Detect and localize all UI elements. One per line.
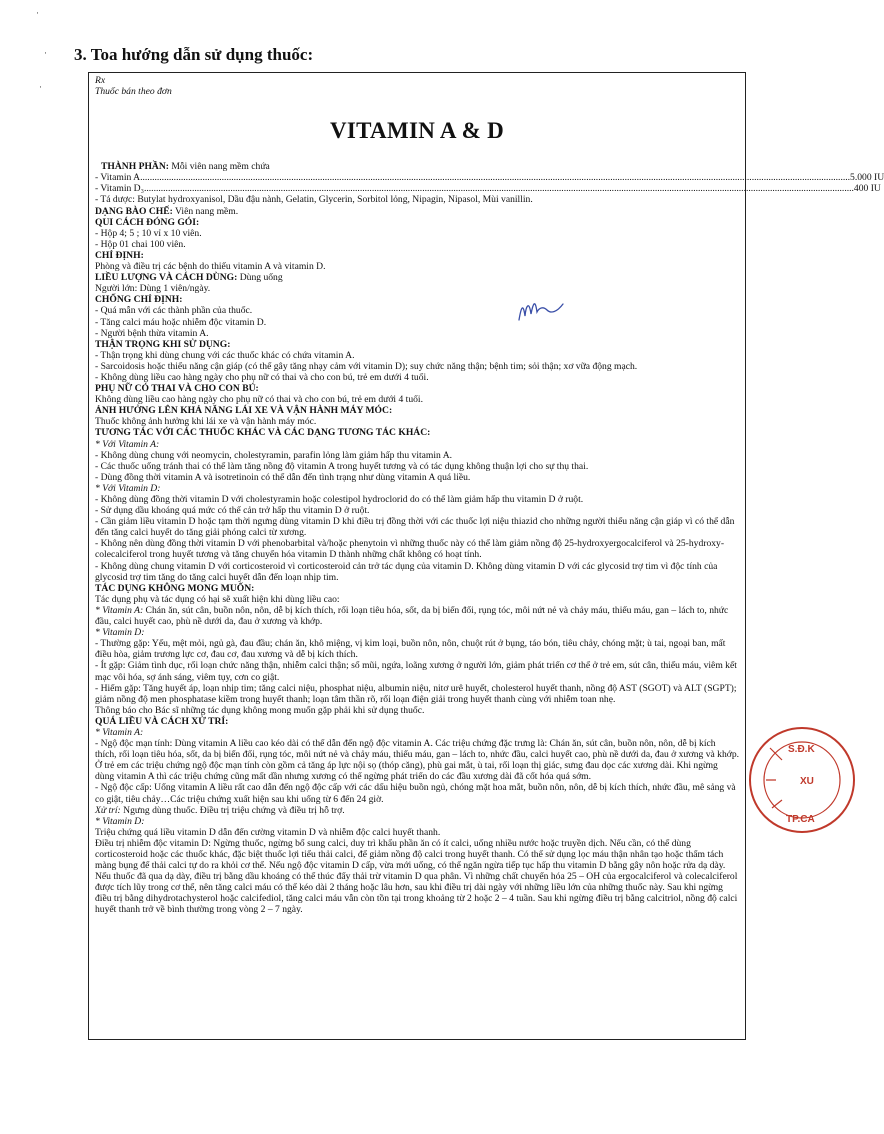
vitamin-a-row: [95, 172, 884, 184]
dosage-line: [95, 272, 739, 283]
adverse-vit-a: [95, 605, 739, 627]
precaution-item: - Thận trọng khi dùng chung với các thuốc khác có chứa vitamin A.: [95, 349, 355, 361]
scan-mark: ·: [36, 8, 39, 18]
contraindications-heading: CHỐNG CHỈ ĐỊNH:: [95, 294, 183, 306]
leader-dots: [140, 172, 850, 183]
interaction-item: - Không dùng chung với neomycin, cholestyramin, parafin lỏng làm giảm hấp thu vitamin A.: [95, 449, 453, 461]
dosage-heading-text: Dùng uống: [237, 272, 283, 284]
adverse-intro: Tác dụng phụ và tác dụng có hại sẽ xuất hiện khi dùng liều cao:: [95, 593, 340, 605]
interaction-item: - Không dùng đồng thời vitamin D với cholestyramin hoặc colestipol hydroclorid do có thể làm giảm hấp thu vitamin D ở ruột.: [95, 494, 584, 505]
driving-heading: ẢNH HƯỞNG LÊN KHẢ NĂNG LÁI XE VÀ VẬN HÀNH MÁY MÓC:: [95, 405, 393, 417]
contraindication-item: - Tăng calci máu hoặc nhiễm độc vitamin D.: [95, 316, 267, 328]
adverse-item: - Thường gặp: Yếu, mệt mỏi, ngủ gà, đau đầu; chán ăn, khô miệng, vị kim loại, buồn nôn, nôn, chuột rút ở bụng, táo bón, tiêu chảy, chóng mặt; ù tai, ngoại ban, mất điều hòa, giảm trương lực cơ, đau cơ, đau xương và dễ bị kích thích.: [95, 638, 726, 661]
adverse-item: - Ít gặp: Giảm tình dục, rối loạn chức năng thận, nhiễm calci thận; sổ mũi, ngứa, loãng xương ở người lớn, giảm phát triển cơ thể ở trẻ em, sút cân, thiếu máu, viêm kết mạc vôi hóa, sợ ánh sáng, viêm tụy, cơn co giật.: [95, 660, 737, 683]
contraindication-item: - Quá mẫn với các thành phần của thuốc.: [95, 305, 253, 317]
dosage-form-text: Viên nang mềm.: [172, 205, 239, 217]
pregnancy-text: Không dùng liều cao hàng ngày cho phụ nữ có thai và cho con bú, trẻ em dưới 4 tuổi.: [95, 394, 423, 406]
overdose-heading: QUÁ LIỀU VÀ CÁCH XỬ TRÍ:: [95, 715, 229, 727]
overdose-treatment: [95, 805, 739, 816]
contraindication-item: - Người bệnh thừa vitamin A.: [95, 327, 209, 339]
leader-dots: [144, 183, 854, 194]
adverse-item: - Hiếm gặp: Tăng huyết áp, loạn nhịp tim; tăng calci niệu, phosphat niệu, albumin niệu, nitơ urê huyết, cholesterol huyết thanh, nồng độ AST (SGOT) và ALT (SGPT); giảm nồng độ men phosphatase kiềm trong huyết thanh; loạn tâm thần rõ, rối loạn điện giải trong huyết thanh cùng với nhiễm toan nhẹ.: [95, 682, 737, 705]
adverse-heading: TÁC DỤNG KHÔNG MONG MUỐN:: [95, 582, 255, 594]
svg-text:XU: XU: [800, 776, 814, 787]
precaution-item: - Sarcoidosis hoặc thiểu năng cận giáp (có thể gây tăng nhạy cảm với vitamin D); suy chức năng thận; bệnh tim; sỏi thận; xơ vữa động mạch.: [95, 360, 638, 372]
adverse-notice: Thông báo cho Bác sĩ những tác dụng không mong muốn gặp phải khi sử dụng thuốc.: [95, 704, 425, 716]
product-title: VITAMIN A & D: [329, 118, 505, 144]
interaction-item: - Không dùng chung vitamin D với corticosteroid vì corticosteroid cản trở tác dụng của vitamin D. Không dùng vitamin D với các glycosid trợ tim vì độc tính của glycosid trợ tim tăng do tăng calci huyết dẫn đến loạn nhịp tim.: [95, 560, 718, 583]
stamp: [742, 720, 832, 840]
interactions-vit-a-label: * Với Vitamin A:: [95, 438, 160, 450]
overdose-vit-a-label: * Vitamin A:: [95, 726, 144, 738]
packaging-line: - Hộp 4; 5 ; 10 vỉ x 10 viên.: [95, 227, 202, 239]
vitamin-a-value: 5.000 IU: [850, 172, 884, 184]
adverse-vit-a-label: * Vitamin A:: [95, 604, 144, 616]
svg-text:S.Đ.K: S.Đ.K: [788, 744, 815, 755]
driving-text: Thuốc không ảnh hưởng khi lái xe và vận hành máy móc.: [95, 416, 317, 428]
interaction-item: - Cần giảm liều vitamin D hoặc tạm thời ngưng dùng vitamin D khi điều trị đồng thời với các thuốc lợi niệu thiazid cho những người thiểu năng cận giáp vì có thể dẫn đến tăng calci huyết do tăng giải phóng calci từ xương.: [95, 516, 735, 539]
vitamin-a-label: - Vitamin A: [95, 172, 141, 184]
indications-heading: CHỈ ĐỊNH:: [95, 249, 144, 261]
dosage-form-line: [95, 206, 739, 217]
composition-heading: THÀNH PHẦN:: [101, 161, 169, 173]
overdose-item: - Ngộ độc cấp: Uống vitamin A liều rất cao dẫn đến ngộ độc cấp với các dấu hiệu buồn ngủ, chóng mặt hoa mắt, buồn nôn, nôn, dễ bị kích thích, nhức đầu, mê sảng và co giật, tiêu chảy…Các triệu chứng xuất hiện sau khi uống từ 6 đến 24 giờ.: [95, 782, 736, 805]
packaging-heading: QUI CÁCH ĐÓNG GÓI:: [95, 216, 200, 228]
precautions-heading: THẬN TRỌNG KHI SỬ DỤNG:: [95, 338, 231, 350]
adverse-vit-d-label: * Vitamin D:: [95, 627, 145, 639]
dosage-form-heading: DẠNG BÀO CHẾ:: [95, 205, 173, 217]
signature: [513, 290, 573, 330]
scan-mark: ·: [44, 48, 47, 58]
overdose-vit-d-item: Triệu chứng quá liều vitamin D dẫn đến cường vitamin D và nhiễm độc calci huyết thanh.: [95, 826, 441, 838]
treatment-text: Ngưng dùng thuốc. Điều trị triệu chứng và điều trị hỗ trợ.: [120, 804, 345, 816]
excipients: - Tá dược: Butylat hydroxyanisol, Dầu đậu nành, Gelatin, Glycerin, Sorbitol lỏng, Nipagin, Nipasol, Mùi vanillin.: [95, 194, 533, 206]
scan-mark: ·: [39, 82, 42, 92]
rx-subtitle: Thuốc bán theo đơn: [95, 86, 172, 98]
vitamin-d-label: - Vitamin D₃: [95, 183, 144, 195]
section-heading: 3. Toa hướng dẫn sử dụng thuốc:: [74, 45, 314, 64]
overdose-item: - Ngộ độc mạn tính: Dùng vitamin A liều cao kéo dài có thể dẫn đến ngộ độc vitamin A. Các triệu chứng đặc trưng là: Chán ăn, sút cân, buồn nôn, nôn, dễ bị kích thích, rối loạn tiêu hóa, sốt, da bị biến đổi, rụng tóc, môi nứt nẻ và chảy máu, thiếu máu, gan – lách to, nhức đầu, calci huyết cao, phù nề dưới da, đau ở xương và khớp. Ở trẻ em các triệu chứng ngộ độc mạn tính còn gồm cả tăng áp lực nội sọ (thóp căng), phù gai mắt, ù tai, rối loạn thị giác, sưng đau dọc các xương dài. Khi ngừng dùng vitamin A thì các triệu chứng cũng mất dần nhưng xương có thể ngừng phát triển do các đầu xương dài đã cốt hóa quá sớm.: [95, 738, 740, 783]
composition-line: [95, 161, 739, 172]
composition-heading-text: Mỗi viên nang mềm chứa: [168, 161, 270, 173]
treatment-label: Xử trí:: [95, 804, 121, 816]
pregnancy-heading: PHỤ NỮ CÓ THAI VÀ CHO CON BÚ:: [95, 383, 259, 395]
vitamin-d-value: 400 IU: [853, 183, 881, 195]
precaution-item: - Không dùng liều cao hàng ngày cho phụ nữ có thai và cho con bú, trẻ em dưới 4 tuổi.: [95, 371, 429, 383]
interaction-item: - Sử dụng dầu khoáng quá mức có thể cản trở hấp thu vitamin D ở ruột.: [95, 505, 370, 517]
interaction-item: - Dùng đồng thời vitamin A và isotretinoin có thể dẫn đến tình trạng như dùng vitamin A quá liều.: [95, 471, 471, 483]
dosage-text: Người lớn: Dùng 1 viên/ngày.: [95, 283, 211, 295]
interaction-item: - Các thuốc uống tránh thai có thể làm tăng nồng độ vitamin A trong huyết tương và có tác dụng không thuận lợi cho sự thụ thai.: [95, 460, 589, 472]
svg-text:TP.CA: TP.CA: [786, 814, 815, 825]
adverse-vit-a-text: Chán ăn, sút cân, buồn nôn, nôn, dễ bị kích thích, rối loạn tiêu hóa, sốt, da bị biến đổi, rụng tóc, môi nứt nẻ và chảy máu, thiếu máu, gan – lách to, nhức đầu, calci huyết cao, phù nề dưới da, đau ở xương và khớp.: [95, 604, 729, 628]
interactions-heading: TƯƠNG TÁC VỚI CÁC THUỐC KHÁC VÀ CÁC DẠNG TƯƠNG TÁC KHÁC:: [95, 427, 431, 439]
overdose-vit-d-item: Điều trị nhiễm độc vitamin D: Ngừng thuốc, ngừng bổ sung calci, duy trì khẩu phần ăn có ít calci, uống nhiều nước hoặc truyền dịch. Nếu cần, có thể dùng corticosteroid hoặc các thuốc khác, đặc biệt thuốc lợi tiểu thải calci, để giảm nồng độ calci trong huyết thanh. Có thể sử dụng lọc máu thận nhân tạo hoặc thẩm tách màng bụng để thải calci tự do ra khỏi cơ thể. Nếu ngộ độc vitamin D cấp, vừa mới uống, có thể ngăn ngừa tiếp tục hấp thu vitamin D bằng gây nôn hoặc rửa dạ dày. Nếu thuốc đã qua dạ dày, điều trị bằng dầu khoáng có thể thúc đẩy thải trừ vitamin D qua phân. Vì những chất chuyển hóa 25 – OH của ergocalciferol và colecalciferol được tích lũy trong cơ thể, nên tăng calci máu có thể kéo dài 2 tháng hoặc lâu hơn, sau khi điều trị dài ngày với những liều lớn của những thuốc này. Sau khi ngừng điều trị bằng dihydrotachysterol hoặc calcifediol, tăng calci máu vẫn còn tồn tại trong khoảng từ 2 hoặc 2 – 4 tuần. Sau khi ngừng điều trị bằng calcitriol, nồng độ calci huyết thanh trở về bình thường trong vòng 2 – 7 ngày.: [95, 837, 738, 916]
interaction-item: - Không nên dùng đồng thời vitamin D với phenobarbital và/hoặc phenytoin vì những thuốc này có thể làm giảm nồng độ 25-hydroxyergocalciferol và 25-hydroxy-colecalciferol trong huyết tương và tăng chuyển hóa vitamin D thành những chất không có hoạt tính.: [95, 538, 725, 561]
overdose-vit-d-label: * Vitamin D:: [95, 815, 145, 827]
vitamin-d-row: [95, 183, 881, 195]
rx-label: Rx: [95, 75, 106, 86]
dosage-heading: LIỀU LƯỢNG VÀ CÁCH DÙNG:: [95, 272, 238, 284]
indications-text: Phòng và điều trị các bệnh do thiếu vitamin A và vitamin D.: [95, 261, 326, 273]
packaging-line: - Hộp 01 chai 100 viên.: [95, 238, 186, 250]
interactions-vit-d-label: * Với Vitamin D:: [95, 482, 161, 494]
